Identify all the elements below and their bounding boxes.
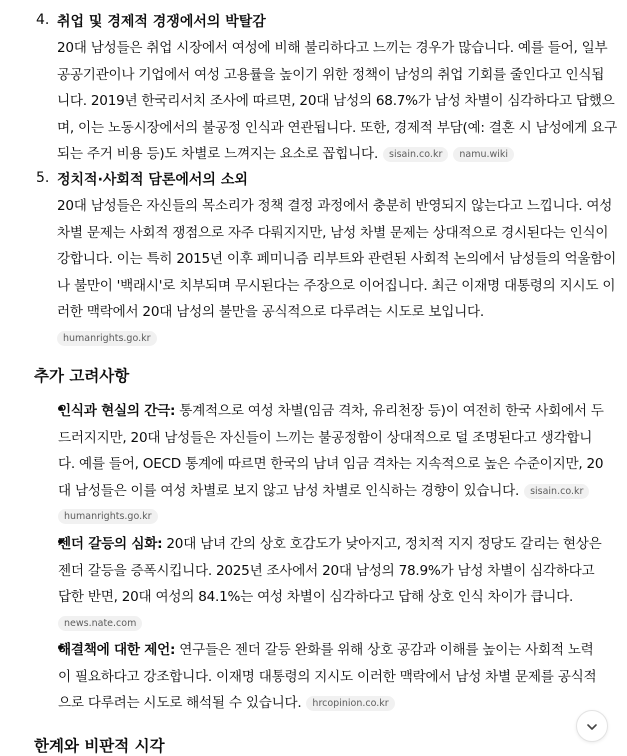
chevron-down-icon — [585, 720, 599, 734]
bullet-paragraph: 해결책에 대한 제언: 연구들은 젠더 갈등 완화를 위해 상호 공감과 이해를 높이는 사회적 노력이 필요하다고 강조합니다. 이재명 대통령의 지시도 이러한 맥락에서 남성 차별 문제를 공식적으로 다루려는 시도로 해석될 수 있습니다. hrcopinion.co.kr — [58, 642, 597, 711]
item-paragraph: 20대 남성들은 자신들의 목소리가 정책 결정 과정에서 충분히 반영되지 않는다고 느낍니다. 여성 차별 문제는 사회적 쟁점으로 자주 다뤄지지만, 남성 차별 문제는 상대적으로 경시된다는 인식이 강합니다. 이는 특히 2015년 이후 페미니즘 리부트와 관련된 사회적 논의에서 남성들의 억울함이나 불만이 '백래시'로 치부되며 무시된다는 주장으로 이어집니다. 최근 이재명 대통령의 지시도 이러한 맥락에서 20대 남성의 불만을 공식적으로 다루려는 시도로 보입니다. — [57, 198, 617, 320]
item-number: 4. — [36, 12, 50, 28]
source-chip[interactable]: humanrights.go.kr — [57, 331, 157, 346]
bullet-label: 해결책에 대한 제언: — [58, 642, 176, 658]
bullet-paragraph: 인식과 현실의 간극: 통계적으로 여성 차별(임금 격차, 유리천장 등)이 여전히 한국 사회에서 두드러지지만, 20대 남성들은 자신들이 느끼는 불공정함이 상대적으로 덜 조명된다고 생각합니다. 예를 들어, OECD 통계에 따르면 한국의 남녀 임금 격차는 지속적으로 높은 수준이지만, 20대 남성들은 이를 여성 차별로 보지 않고 남성 차별로 인식하는 경향이 있습니다. sisain.co.kr — [58, 403, 604, 499]
bullet-label: 젠더 갈등의 심화: — [58, 536, 163, 552]
source-chip[interactable]: sisain.co.kr — [524, 484, 589, 499]
source-chip[interactable]: hrcopinion.co.kr — [306, 696, 394, 711]
source-chip[interactable]: news.nate.com — [58, 616, 142, 631]
section-title: 추가 고려사항 — [34, 367, 130, 385]
item-heading: 취업 및 경제적 경쟁에서의 박탈감 — [57, 14, 266, 30]
next-section-title: 한계와 비판적 시각 — [34, 737, 165, 755]
source-chip[interactable]: namu.wiki — [453, 147, 514, 162]
item-paragraph: 20대 남성들은 취업 시장에서 여성에 비해 불리하다고 느끼는 경우가 많습니다. 예를 들어, 일부 공공기관이나 기업에서 여성 고용률을 높이기 위한 정책이 남성의 취업 기회를 줄인다고 인식됩니다. 2019년 한국리서치 조사에 따르면, 20대 남성의 68.7%가 남성 차별이 심각하다고 답했으며, 이는 노동시장에서의 불공정 인식과 연관됩니다. 또한, 경제적 부담(예: 결혼 시 남성에게 요구되는 주거 비용 등)도 차별로 느껴지는 요소로 꼽힙니다. sisain.co.kr namu.wiki — [57, 40, 617, 162]
bullet-label: 인식과 현실의 간극: — [58, 403, 176, 419]
item-heading: 정치적·사회적 담론에서의 소외 — [57, 172, 248, 188]
source-chip[interactable]: sisain.co.kr — [383, 147, 448, 162]
bullet-paragraph: 젠더 갈등의 심화: 20대 남녀 간의 상호 호감도가 낮아지고, 정치적 지지 정당도 갈리는 현상은 젠더 갈등을 증폭시킵니다. 2025년 조사에서 20대 남성의 78.9%가 남성 차별이 심각하다고 답한 반면, 20대 여성의 84.1%는 여성 차별이 심각하다고 답해 상호 인식 차이가 큽니다. — [58, 536, 602, 605]
scroll-down-button[interactable] — [576, 710, 608, 742]
source-chip[interactable]: humanrights.go.kr — [58, 509, 158, 524]
item-number: 5. — [36, 170, 50, 186]
